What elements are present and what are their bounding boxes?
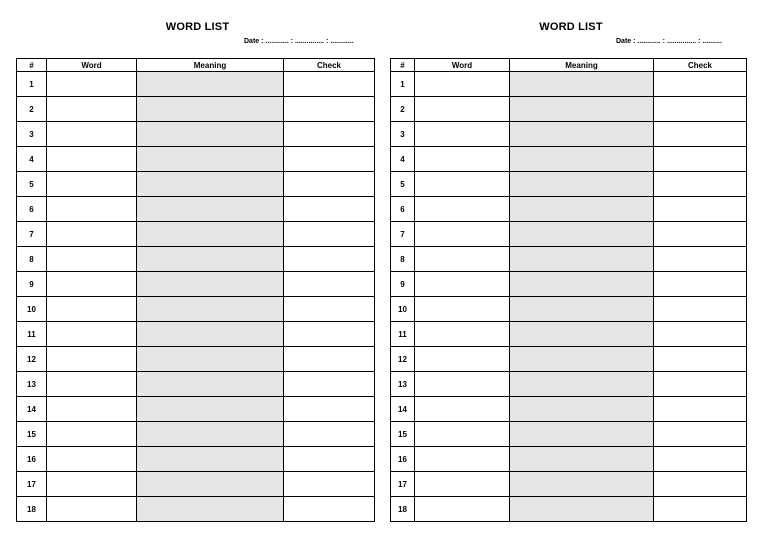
check-cell[interactable] xyxy=(284,447,375,472)
check-cell[interactable] xyxy=(284,422,375,447)
word-cell[interactable] xyxy=(415,497,510,522)
row-number: 12 xyxy=(391,347,415,372)
row-number: 14 xyxy=(17,397,47,422)
row-number: 2 xyxy=(391,97,415,122)
word-table xyxy=(390,58,747,522)
column-header-check: Check xyxy=(654,59,747,72)
meaning-cell[interactable] xyxy=(510,297,654,322)
word-cell[interactable] xyxy=(47,97,137,122)
check-cell[interactable] xyxy=(284,222,375,247)
word-cell[interactable] xyxy=(47,172,137,197)
meaning-cell[interactable] xyxy=(510,72,654,97)
table-row xyxy=(17,297,375,322)
word-cell[interactable] xyxy=(47,472,137,497)
meaning-cell[interactable] xyxy=(510,322,654,347)
check-cell[interactable] xyxy=(654,122,747,147)
column-header-number: # xyxy=(391,59,415,72)
check-cell[interactable] xyxy=(284,472,375,497)
word-cell[interactable] xyxy=(415,172,510,197)
column-header-word: Word xyxy=(415,59,510,72)
table-row xyxy=(17,197,375,222)
word-cell[interactable] xyxy=(47,422,137,447)
check-cell[interactable] xyxy=(284,297,375,322)
table-row xyxy=(391,222,747,247)
check-cell[interactable] xyxy=(284,147,375,172)
word-cell[interactable] xyxy=(47,197,137,222)
row-number: 12 xyxy=(17,347,47,372)
meaning-cell[interactable] xyxy=(510,222,654,247)
meaning-cell[interactable] xyxy=(137,422,284,447)
word-cell[interactable] xyxy=(47,147,137,172)
column-header-meaning: Meaning xyxy=(510,59,654,72)
table-row xyxy=(17,272,375,297)
column-header-meaning: Meaning xyxy=(137,59,284,72)
row-number: 3 xyxy=(391,122,415,147)
check-cell[interactable] xyxy=(654,472,747,497)
check-cell[interactable] xyxy=(654,97,747,122)
row-number: 1 xyxy=(391,72,415,97)
word-cell[interactable] xyxy=(47,497,137,522)
table-row xyxy=(391,347,747,372)
meaning-cell[interactable] xyxy=(137,247,284,272)
word-cell[interactable] xyxy=(47,447,137,472)
row-number: 15 xyxy=(17,422,47,447)
table-row xyxy=(17,347,375,372)
word-cell[interactable] xyxy=(415,472,510,497)
row-number: 16 xyxy=(17,447,47,472)
column-header-number: # xyxy=(17,59,47,72)
word-cell[interactable] xyxy=(47,72,137,97)
table-row xyxy=(391,147,747,172)
word-cell[interactable] xyxy=(415,297,510,322)
meaning-cell[interactable] xyxy=(510,397,654,422)
table-row xyxy=(17,372,375,397)
table-header-row xyxy=(17,59,375,72)
word-cell[interactable] xyxy=(47,347,137,372)
check-cell[interactable] xyxy=(284,372,375,397)
table-row xyxy=(17,172,375,197)
meaning-cell[interactable] xyxy=(510,272,654,297)
meaning-cell[interactable] xyxy=(510,172,654,197)
table-row xyxy=(391,172,747,197)
table-row xyxy=(17,97,375,122)
check-cell[interactable] xyxy=(654,322,747,347)
check-cell[interactable] xyxy=(284,172,375,197)
table-row xyxy=(17,472,375,497)
date-field[interactable]: Date : ............ : ............... : .......... xyxy=(616,38,722,45)
row-number: 2 xyxy=(17,97,47,122)
row-number: 7 xyxy=(391,222,415,247)
row-number: 5 xyxy=(391,172,415,197)
row-number: 7 xyxy=(17,222,47,247)
meaning-cell[interactable] xyxy=(137,372,284,397)
meaning-cell[interactable] xyxy=(137,447,284,472)
check-cell[interactable] xyxy=(284,72,375,97)
check-cell[interactable] xyxy=(654,172,747,197)
table-row xyxy=(391,422,747,447)
meaning-cell[interactable] xyxy=(510,422,654,447)
check-cell[interactable] xyxy=(284,122,375,147)
word-cell[interactable] xyxy=(415,247,510,272)
row-number: 16 xyxy=(391,447,415,472)
check-cell[interactable] xyxy=(654,347,747,372)
meaning-cell[interactable] xyxy=(137,172,284,197)
meaning-cell[interactable] xyxy=(510,197,654,222)
row-number: 8 xyxy=(391,247,415,272)
table-row xyxy=(17,447,375,472)
check-cell[interactable] xyxy=(284,397,375,422)
check-cell[interactable] xyxy=(284,272,375,297)
word-cell[interactable] xyxy=(47,122,137,147)
column-header-word: Word xyxy=(47,59,137,72)
table-row xyxy=(391,497,747,522)
table-row xyxy=(391,297,747,322)
meaning-cell[interactable] xyxy=(137,197,284,222)
meaning-cell[interactable] xyxy=(510,497,654,522)
check-cell[interactable] xyxy=(284,247,375,272)
table-header-row xyxy=(391,59,747,72)
row-number: 17 xyxy=(17,472,47,497)
word-cell[interactable] xyxy=(415,122,510,147)
table-row xyxy=(391,97,747,122)
row-number: 14 xyxy=(391,397,415,422)
check-cell[interactable] xyxy=(654,497,747,522)
meaning-cell[interactable] xyxy=(137,347,284,372)
table-row xyxy=(17,322,375,347)
check-cell[interactable] xyxy=(654,297,747,322)
table-row xyxy=(391,197,747,222)
row-number: 11 xyxy=(17,322,47,347)
word-cell[interactable] xyxy=(415,222,510,247)
meaning-cell[interactable] xyxy=(137,472,284,497)
table-row xyxy=(391,447,747,472)
word-cell[interactable] xyxy=(47,397,137,422)
sheet-title: WORD LIST xyxy=(165,21,230,33)
word-cell[interactable] xyxy=(47,372,137,397)
check-cell[interactable] xyxy=(284,197,375,222)
row-number: 4 xyxy=(17,147,47,172)
meaning-cell[interactable] xyxy=(137,297,284,322)
row-number: 10 xyxy=(391,297,415,322)
row-number: 18 xyxy=(391,497,415,522)
table-row xyxy=(17,422,375,447)
table-row xyxy=(17,247,375,272)
check-cell[interactable] xyxy=(654,197,747,222)
meaning-cell[interactable] xyxy=(510,372,654,397)
word-cell[interactable] xyxy=(47,272,137,297)
table-row xyxy=(391,272,747,297)
table-row xyxy=(391,372,747,397)
table-row xyxy=(391,72,747,97)
row-number: 1 xyxy=(17,72,47,97)
check-cell[interactable] xyxy=(654,222,747,247)
meaning-cell[interactable] xyxy=(137,72,284,97)
word-cell[interactable] xyxy=(415,422,510,447)
word-cell[interactable] xyxy=(47,322,137,347)
word-cell[interactable] xyxy=(47,297,137,322)
table-row xyxy=(17,147,375,172)
meaning-cell[interactable] xyxy=(137,97,284,122)
check-cell[interactable] xyxy=(654,72,747,97)
row-number: 4 xyxy=(391,147,415,172)
meaning-cell[interactable] xyxy=(137,497,284,522)
row-number: 11 xyxy=(391,322,415,347)
meaning-cell[interactable] xyxy=(137,272,284,297)
word-cell[interactable] xyxy=(415,72,510,97)
meaning-cell[interactable] xyxy=(510,247,654,272)
check-cell[interactable] xyxy=(654,272,747,297)
row-number: 13 xyxy=(17,372,47,397)
check-cell[interactable] xyxy=(654,447,747,472)
word-cell[interactable] xyxy=(415,97,510,122)
meaning-cell[interactable] xyxy=(137,147,284,172)
meaning-cell[interactable] xyxy=(137,122,284,147)
row-number: 13 xyxy=(391,372,415,397)
table-row xyxy=(17,397,375,422)
meaning-cell[interactable] xyxy=(510,347,654,372)
meaning-cell[interactable] xyxy=(510,472,654,497)
sheet-title: WORD LIST xyxy=(539,21,603,33)
check-cell[interactable] xyxy=(654,422,747,447)
word-cell[interactable] xyxy=(415,197,510,222)
meaning-cell[interactable] xyxy=(510,122,654,147)
word-cell[interactable] xyxy=(415,147,510,172)
word-cell[interactable] xyxy=(415,372,510,397)
table-row xyxy=(391,122,747,147)
date-field[interactable]: Date : ............ : ............... : ............ xyxy=(244,38,354,45)
word-cell[interactable] xyxy=(415,397,510,422)
check-cell[interactable] xyxy=(654,247,747,272)
row-number: 18 xyxy=(17,497,47,522)
row-number: 17 xyxy=(391,472,415,497)
word-cell[interactable] xyxy=(415,447,510,472)
table-row xyxy=(391,472,747,497)
meaning-cell[interactable] xyxy=(137,397,284,422)
table-row xyxy=(391,397,747,422)
row-number: 9 xyxy=(391,272,415,297)
row-number: 6 xyxy=(17,197,47,222)
meaning-cell[interactable] xyxy=(510,97,654,122)
row-number: 3 xyxy=(17,122,47,147)
row-number: 10 xyxy=(17,297,47,322)
table-row xyxy=(17,122,375,147)
meaning-cell[interactable] xyxy=(510,447,654,472)
table-row xyxy=(391,322,747,347)
table-row xyxy=(17,222,375,247)
row-number: 6 xyxy=(391,197,415,222)
word-cell[interactable] xyxy=(47,222,137,247)
word-cell[interactable] xyxy=(47,247,137,272)
row-number: 9 xyxy=(17,272,47,297)
table-row xyxy=(391,247,747,272)
table-row xyxy=(17,72,375,97)
check-cell[interactable] xyxy=(654,147,747,172)
word-table xyxy=(16,58,375,522)
meaning-cell[interactable] xyxy=(137,322,284,347)
check-cell[interactable] xyxy=(284,322,375,347)
row-number: 5 xyxy=(17,172,47,197)
check-cell[interactable] xyxy=(284,347,375,372)
table-row xyxy=(17,497,375,522)
meaning-cell[interactable] xyxy=(510,147,654,172)
row-number: 15 xyxy=(391,422,415,447)
word-cell[interactable] xyxy=(415,347,510,372)
row-number: 8 xyxy=(17,247,47,272)
check-cell[interactable] xyxy=(284,97,375,122)
word-cell[interactable] xyxy=(415,272,510,297)
check-cell[interactable] xyxy=(654,372,747,397)
meaning-cell[interactable] xyxy=(137,222,284,247)
check-cell[interactable] xyxy=(654,397,747,422)
check-cell[interactable] xyxy=(284,497,375,522)
column-header-check: Check xyxy=(284,59,375,72)
word-cell[interactable] xyxy=(415,322,510,347)
